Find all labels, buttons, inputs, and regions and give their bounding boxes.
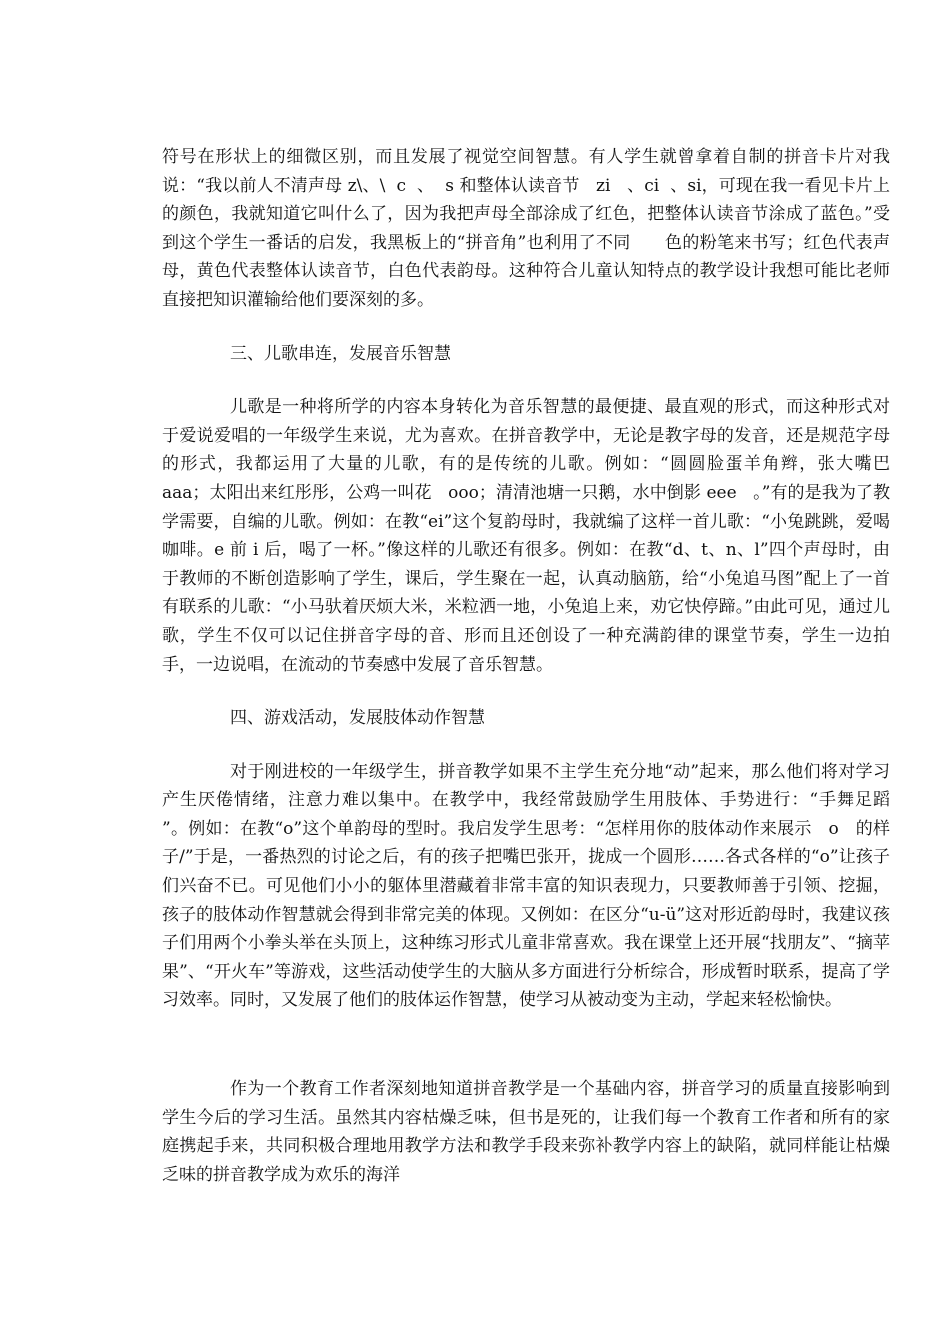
paragraph-spacer xyxy=(162,315,890,340)
document-body xyxy=(162,143,907,1189)
paragraph-spacer xyxy=(162,1015,890,1075)
section-heading-4: 四、游戏活动，发展肢体动作智慧 xyxy=(230,708,485,729)
paragraph-spacer xyxy=(162,368,890,393)
paragraph-spacer xyxy=(162,679,890,704)
paragraph-nursery-rhymes: 儿歌是一种将所学的内容本身转化为音乐智慧的最便捷、最直观的形式，而这种形式对于爱说爱唱的一年级学生来说，尤为喜欢。在拼音教学中，无论是教字母的发音，还是规范字母的形式，我都运用了大量的儿歌，有的是传统的儿歌。例如：“圆圆脸蛋羊角辫，张大嘴巴 aaa；太阳出来红彤彤，公鸡一叫花 ooo；清清池塘一只鹅，水中倒影 eee 。”有的是我为了教学需要，自编的儿歌。例如：在教“ei”这个复韵母时，我就编了这样一首儿歌：“小兔跳跳，爱喝咖啡。e 前 i 后，喝了一杯。”像这样的儿歌还有很多。例如：在教“d、t、n、l”四个声母时，由于教师的不断创造影响了学生，课后，学生聚在一起，认真动脑筋，给“小兔追马图”配上了一首有联系的儿歌：“小马驮着厌烦大米，米粒洒一地，小兔追上来，劝它快停蹄。”由此可见，通过儿歌，学生不仅可以记住拼音字母的音、形而且还创设了一种充满韵律的课堂节奏，学生一边拍手，一边说唱，在流动的节奏感中发展了音乐智慧。 xyxy=(162,397,907,675)
paragraph-continued: 符号在形状上的细微区别，而且发展了视觉空间智慧。有人学生就曾拿着自制的拼音卡片对我说：“我以前人不清声母 z\、\ c 、 s 和整体认读音节 zi 、ci 、si，可现在我一看见卡片上的颜色，我就知道它叫什么了，因为我把声母全部涂成了红色，把整体认读音节涂成了蓝色。”受到这个学生一番话的启发，我黑板上的“拼音角”也利用了不同 色的粉笔来书写；红色代表声母，黄色代表整体认读音节，白色代表韵母。这种符合儿童认知特点的教学设计我想可能比老师直接把知识灌输给他们要深刻的多。 xyxy=(162,147,890,310)
section-heading-3: 三、儿歌串连，发展音乐智慧 xyxy=(230,343,451,364)
paragraph-spacer xyxy=(162,733,890,758)
paragraph-games: 对于刚进校的一年级学生，拼音教学如果不主学生充分地“动”起来，那么他们将对学习产生厌倦情绪，注意力难以集中。在教学中，我经常鼓励学生用肢体、手势进行：“手舞足蹈 ”。例如：在教“o”这个单韵母的型时。我启发学生思考：“怎样用你的肢体动作来展示 o 的样子/”于是，一番热烈的讨论之后，有的孩子把嘴巴张开，拢成一个圆形……各式各样的“o”让孩子们兴奋不已。可见他们小小的躯体里潜藏着非常丰富的知识表现力，只要教师善于引领、挖掘，孩子的肢体动作智慧就会得到非常完美的体现。又例如：在区分“u-ü”这对形近韵母时，我建议孩子们用两个小拳头举在头顶上，这种练习形式儿童非常喜欢。我在课堂上还开展“找朋友”、“摘苹果”、“开火车”等游戏，这些活动使学生的大脑从多方面进行分析综合，形成暂时联系，提高了学习效率。同时，又发展了他们的肢体运作智慧，使学习从被动变为主动，学起来轻松愉快。 xyxy=(162,761,907,1011)
paragraph-conclusion: 作为一个教育工作者深刻地知道拼音教学是一个基础内容，拼音学习的质量直接影响到学生今后的学习生活。虽然其内容枯燥乏味，但书是死的，让我们每一个教育工作者和所有的家庭携起手来，共同积极合理地用教学方法和教学手段来弥补教学内容上的缺陷，就同样能让枯燥乏味的拼音教学成为欢乐的海洋 xyxy=(162,1079,890,1185)
